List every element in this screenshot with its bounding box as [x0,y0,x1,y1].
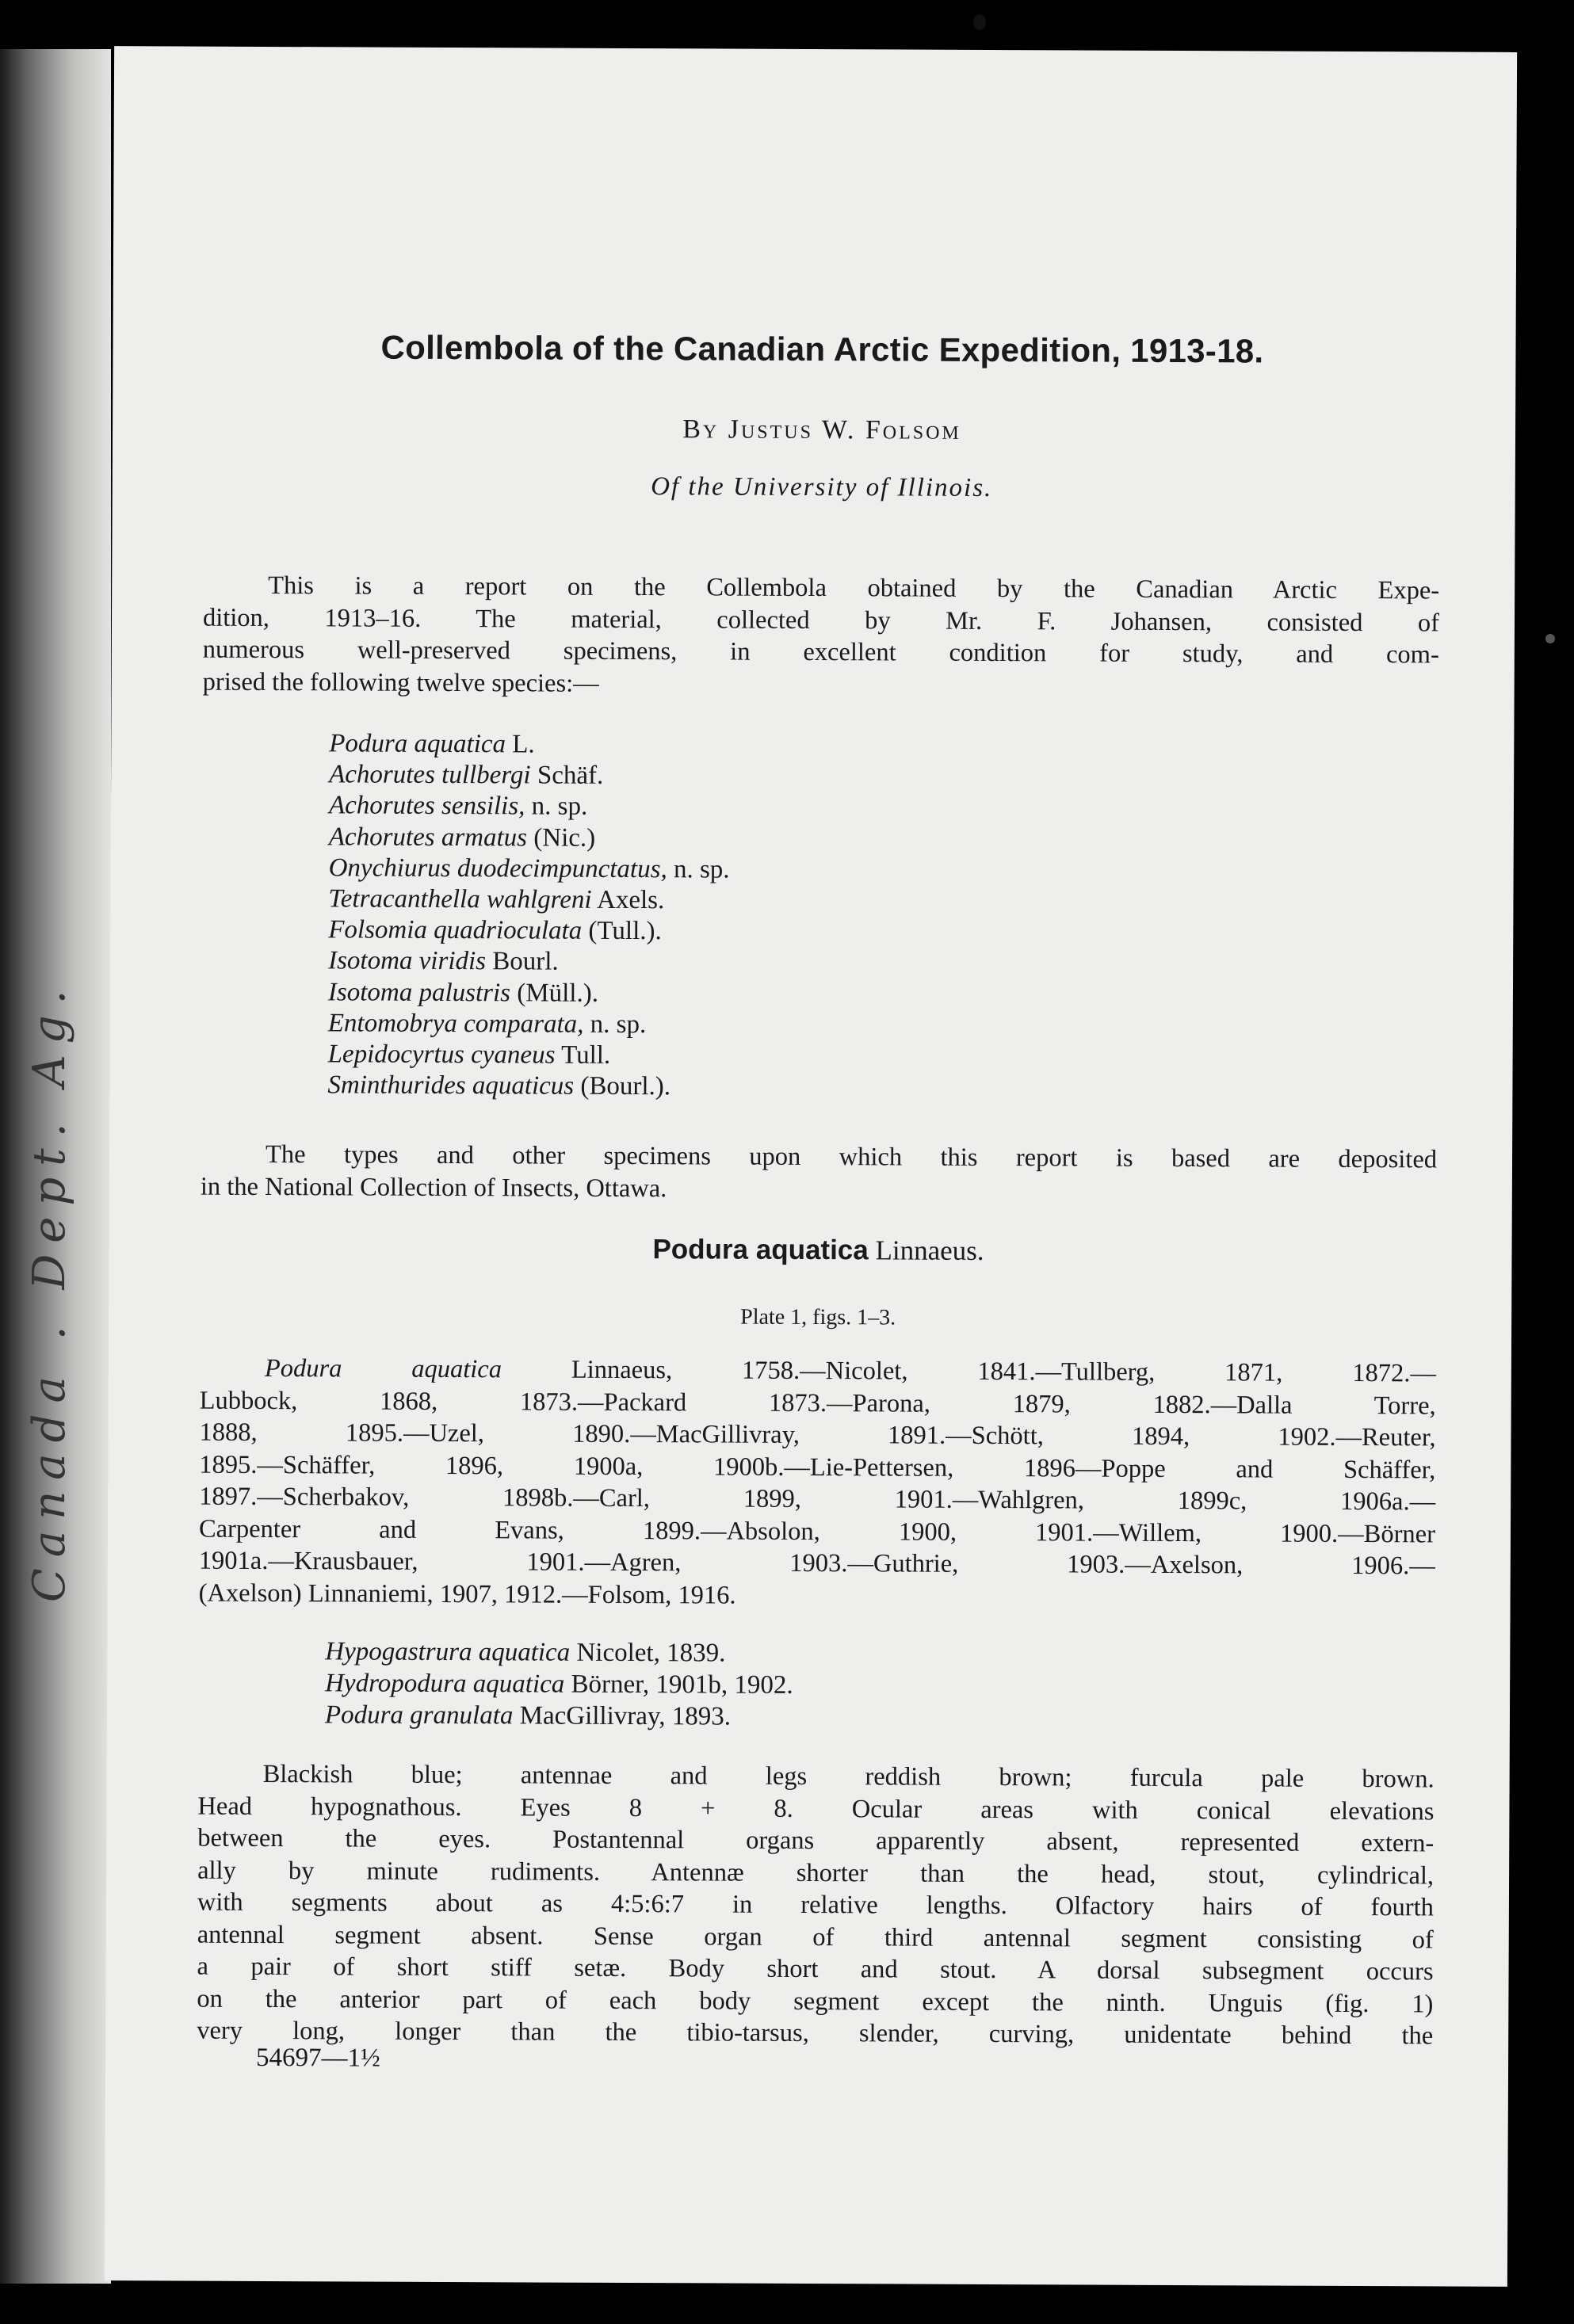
synonym-name: Hypogastrura aquatica [325,1637,571,1667]
species-name: Achorutes armatus [328,822,528,853]
synonym-author: Nicolet, 1839. [570,1638,726,1668]
deposit-paragraph [201,1139,1437,1208]
species-item [328,946,1279,981]
description-line: Head hypognathous. Eyes 8 + 8. Ocular areas with conical elevations [197,1792,1435,1826]
page-content [197,47,1442,2073]
species-author: n. sp. [667,855,730,884]
species-author: (Nic.) [526,823,596,853]
species-item [328,883,1279,918]
printer-signature-mark: 54697—1½ [256,2043,380,2073]
species-author: n. sp. [583,1009,647,1039]
species-name: Sminthurides aquaticus [327,1070,575,1101]
author-affiliation: Of the University of Illinois. [651,472,993,502]
description-line: between the eyes. Postantennal organs apparently absent, represented extern- [197,1823,1435,1858]
description-line: Blackish blue; antennae and legs reddish brown; furcula pale brown. [262,1759,1435,1794]
species-author: Tull. [555,1040,611,1070]
species-item [329,760,1280,795]
species-list [327,728,1280,1105]
synonymy-line: 1888, 1895.—Uzel, 1890.—MacGillivray, 1891.—Schött, 1894, 1902.—Reuter, [199,1418,1436,1452]
description-paragraph [197,1758,1435,2052]
species-name: Onychiurus duodecimpunctatus, [328,853,667,884]
synonym-name: Hydropodura aquatica [325,1669,565,1699]
synonym-list [325,1635,1198,1734]
scan-speck [973,14,986,30]
article-title: Collembola of the Canadian Arctic Expedition, 1913-18. [380,328,1264,370]
species-author: (Bourl.). [574,1071,671,1101]
species-name: Lepidocyrtus cyaneus [327,1040,556,1070]
intro-line: prised the following twelve species:— [202,667,599,698]
synonymy-paragraph [199,1353,1436,1615]
plate-reference: Plate 1, figs. 1–3. [740,1304,896,1330]
margin-handwritten-note: Canada . Dept. Ag. [24,979,75,1602]
description-line: with segments about as 4:5:6:7 in relative lengths. Olfactory hairs of fourth [197,1887,1435,1922]
synonymy-line: Carpenter and Evans, 1899.—Absolon, 1900, 1901.—Willem, 1900.—Börner [198,1514,1436,1548]
synonymy-line: 1901a.—Krausbauer, 1901.—Agren, 1903.—Guthrie, 1903.—Axelson, 1906.— [198,1546,1435,1581]
species-item [329,822,1280,857]
species-name: Podura aquatica [329,729,506,759]
synonym-item [325,1667,1197,1703]
synonymy-line [200,1353,1436,1390]
synonym-item [325,1699,1197,1734]
species-name: Isotoma viridis [328,946,487,976]
document-page [105,46,1517,2287]
synonym-author: MacGillivray, 1893. [513,1701,732,1731]
species-author: Axels. [591,885,665,915]
deposit-line: in the National Collection of Insects, Ottawa. [200,1172,667,1203]
description-line: a pair of short stiff setæ. Body short and stout. A dorsal subsegment occurs [197,1952,1434,1986]
intro-line: This is a report on the Collembola obtained by the Canadian Arctic Expe- [268,571,1440,605]
scan-speck [1545,634,1555,643]
intro-line: dition, 1913–16. The material, collected by Mr. F. Johansen, consisted of [202,603,1440,637]
description-line: ally by minute rudiments. Antennæ shorter than the head, stout, cylindrical, [197,1856,1435,1890]
species-heading-author: Linnaeus. [868,1235,984,1266]
synonymy-line: (Axelson) Linnaniemi, 1907, 1912.—Folsom, 1916. [198,1578,736,1610]
species-name: Tetracanthella wahlgreni [328,884,592,914]
species-author: (Tull.). [582,916,662,946]
species-item [327,1070,1278,1105]
species-name: Achorutes tullbergi [329,760,531,790]
species-author: L. [505,730,535,759]
species-name: Folsomia quadrioculata [328,915,583,945]
book-gutter [0,49,111,2284]
deposit-line: The types and other specimens upon which this report is based are deposited [265,1139,1438,1174]
intro-paragraph [203,570,1440,704]
species-item [329,728,1280,763]
species-item [329,791,1280,826]
synonymy-line: 1895.—Schäffer, 1896, 1900a, 1900b.—Lie-Pettersen, 1896—Poppe and Schäffer, [199,1450,1436,1484]
species-item [328,1039,1279,1074]
synonymy-lead-text: Linnaeus, 1758.—Nicolet, 1841.—Tullberg, 1871, 1872.— [501,1355,1436,1388]
species-item [328,915,1279,950]
synonym-name: Podura granulata [324,1700,514,1731]
author-byline: By Justus W. Folsom [682,414,961,445]
species-name: Entomobrya comparata, [327,1009,584,1039]
synonymy-line: Lubbock, 1868, 1873.—Packard 1873.—Parona, 1879, 1882.—Dalla Torre, [199,1386,1436,1420]
species-item [328,977,1279,1012]
species-author: Bourl. [485,947,559,977]
description-line: very long, longer than the tibio-tarsus, slender, curving, unidentate behind the [197,2016,1434,2051]
species-author: Schäf. [530,761,604,791]
species-author: n. sp. [525,792,588,822]
species-heading-name: Podura aquatica [652,1234,869,1266]
synonym-item [325,1635,1197,1671]
species-name: Achorutes sensilis, [328,791,525,821]
synonym-author: Börner, 1901b, 1902. [564,1670,793,1700]
intro-line: numerous well-preserved specimens, in excellent condition for study, and com- [202,635,1439,670]
description-line: antennal segment absent. Sense organ of third antennal segment consisting of [197,1920,1434,1954]
species-item [329,853,1280,887]
species-author: (Müll.). [510,978,599,1008]
synonymy-lead-name: Podura aquatica [264,1353,502,1384]
species-name: Isotoma palustris [327,977,511,1007]
species-item [328,1008,1279,1043]
species-heading [200,1232,1436,1269]
synonymy-line: 1897.—Scherbakov, 1898b.—Carl, 1899, 1901.—Wahlgren, 1899c, 1906a.— [199,1482,1436,1517]
description-line: on the anterior part of each body segment except the ninth. Unguis (fig. 1) [197,1984,1434,2018]
